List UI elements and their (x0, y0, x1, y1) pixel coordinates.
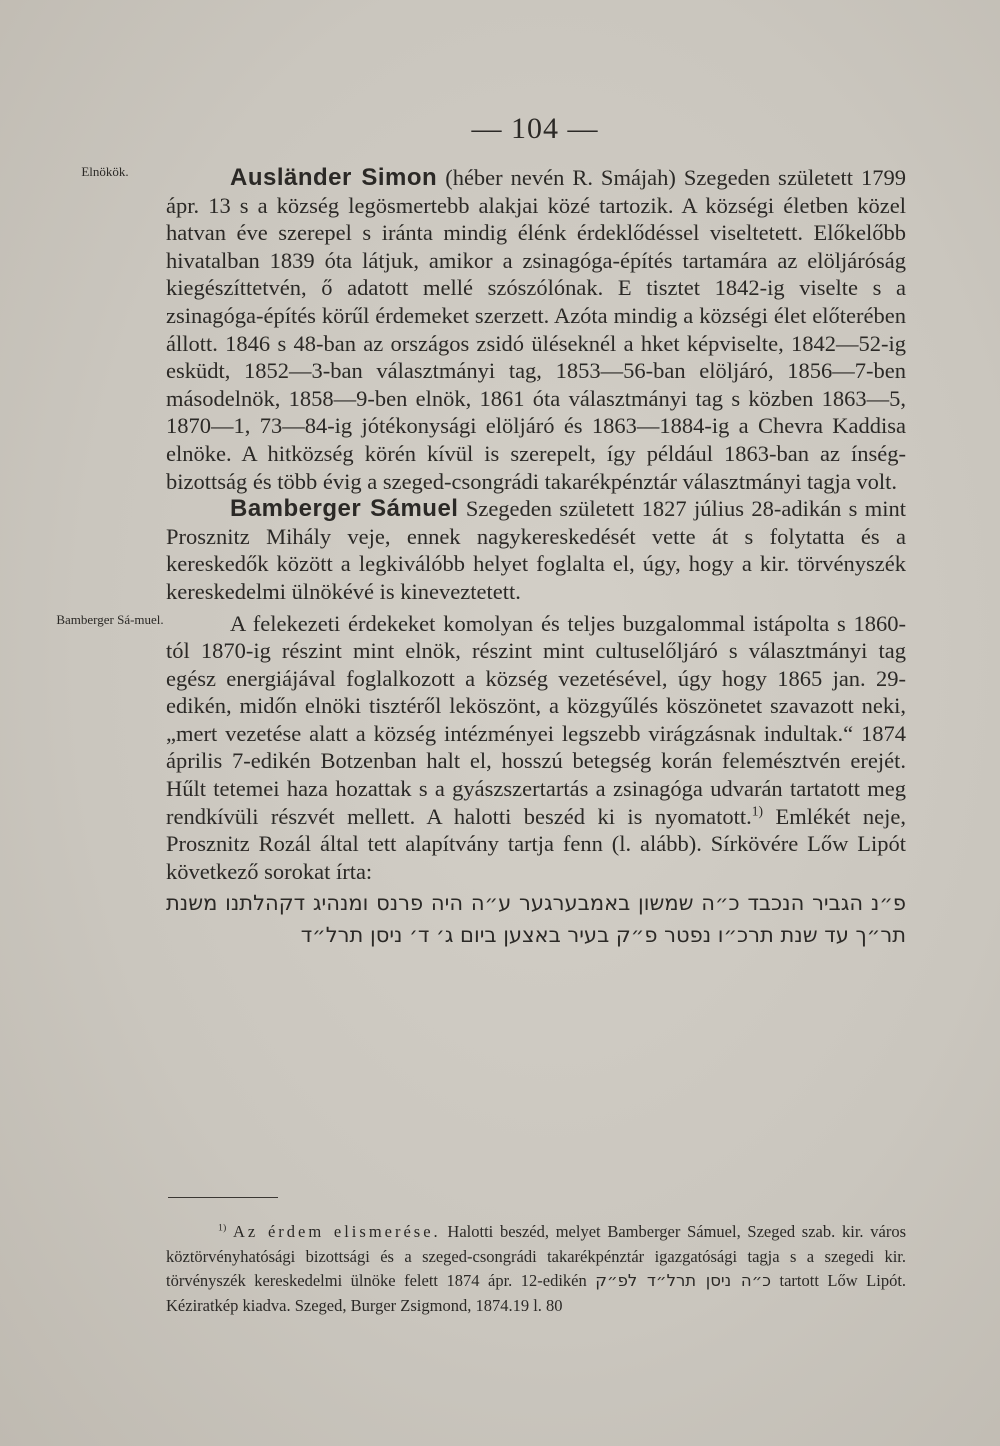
person-name-bamberger: Bamberger Sámuel (230, 495, 459, 523)
person-name-auslander: Ausländer Simon (230, 164, 438, 191)
footnote-divider (168, 1197, 278, 1198)
paragraph-bamberger-2 (166, 610, 906, 886)
footnote (166, 1220, 906, 1318)
body-text (166, 164, 906, 951)
footnote-hebrew-date: כ״ה ניסן תרל״ד לפ״ק (595, 1271, 771, 1290)
footnote-marker: 1) (218, 1222, 227, 1234)
paragraph-auslander-text: (héber nevén R. Smájah) Szegeden született 1799 ápr. 13 s a község legösmertebb alakjai közé tartozik. A községi életben közel hatvan éve szerepel s iránta mindig élénk érdeklődéssel viseltetett. Előkelőbb hivatalban 1839 óta látjuk, amikor a zsinagóga-építés tartamára az elöljáróság kiegészíttetvén, ő adatott mellé szószólónak. E tisztet 1842-ig viselte s a zsinagóga-építés körűl érdemeket szerzett. Azóta mindig a községi élet előterében állott. 1846 s 48-ban az országos zsidó üléseknél a hket képviselte, 1842—52-ig esküdt, 1852—3-ban választmányi tag, 1853—56-ban elöljáró, 1856—7-ben másodelnök, 1858—9-ben elnök, 1861 óta választmányi tag s közben 1863—5, 1870—1, 73—84-ig jótékonysági elöljáró és 1863—1884-ig a Chevra Kaddisa elnöke. A hitközség körén kívül is szerepelt, így például 1863-ban az ínség-bizottság és több évig a szeged-csongrádi takarékpénztár választmányi tagja volt. (166, 165, 907, 494)
paragraph-bamberger-text: Szegeden született 1827 július 28-adikán s mint Prosznitz Mihály veje, ennek nagykereskedését vette át s folytatta és a kereskedők között a legkiválóbb helyet foglalta el, úgy, hogy a kir. törvényszék kereskedelmi ülnökévé is kineveztetett. (166, 496, 906, 604)
footnote-title: Az érdem elismerése. (232, 1222, 441, 1241)
footnote-text-1: Halotti beszéd, melyet Bamberger Sámuel, Szeged szab. kir. város köztörvényhatósági bizottsági és a szeged-csongrádi takarékpénztár igazgatósági tagja s a szegedi kir. törvényszék kereskedelmi ülnöke felett 1874 ápr. 12-edikén (166, 1222, 907, 1290)
paragraph-bamberger (166, 495, 906, 605)
paragraph-auslander (166, 164, 906, 495)
footnote-text-2: tartott Lőw Lipót. Kéziratkép kiadva. Szeged, Burger Zsigmond, 1874.19 l. 80 (166, 1271, 907, 1315)
margin-note-elnokok: Elnökök. (81, 164, 129, 179)
hebrew-epitaph: פ״נ הגביר הנכבד כ״ה שמשון באמבערגער ע״ה היה פרנס ומנהיג דקהלתנו משנת תר״ך עד שנת תרכ״ו נפטר פ״ק בעיר באצען ביום ג׳ ד׳ ניסן תרל״ד (166, 891, 906, 948)
paragraph-3-tail: Emlékét neje, Prosznitz Rozál által tett alapítvány tartja fenn (l. alább). Sírkövére Lőw Lipót következő sorokat írta: (166, 803, 906, 884)
page-number: — 104 — (471, 112, 599, 145)
paragraph-3-text: A felekezeti érdekeket komolyan és teljes buzgalommal istápolta s 1860-tól 1870-ig részint mint elnök, részint mint cultuselőljáró s választmányi tag egész energiájával foglalkozott a község vezetésével, úgy hogy 1865 jan. 29-edikén, midőn elnöki tisztéről leköszönt, a közgyűlés köszönetet szavazott neki, „mert vezetése alatt a község intézményei legszebb virágzásnak indultak.“ 1874 április 7-edikén Botzenban halt el, hosszú betegség korán felemésztvén erejét. Hűlt tetemei haza hozattak s a gyászszertartás a zsinagóga udvarán tartatott meg rendkívüli részvét mellett. A halotti beszéd ki is nyomatott. (166, 610, 906, 829)
footnote-reference: 1) (751, 803, 764, 819)
margin-note-bamberger: Bamberger Sá-muel. (56, 612, 164, 627)
